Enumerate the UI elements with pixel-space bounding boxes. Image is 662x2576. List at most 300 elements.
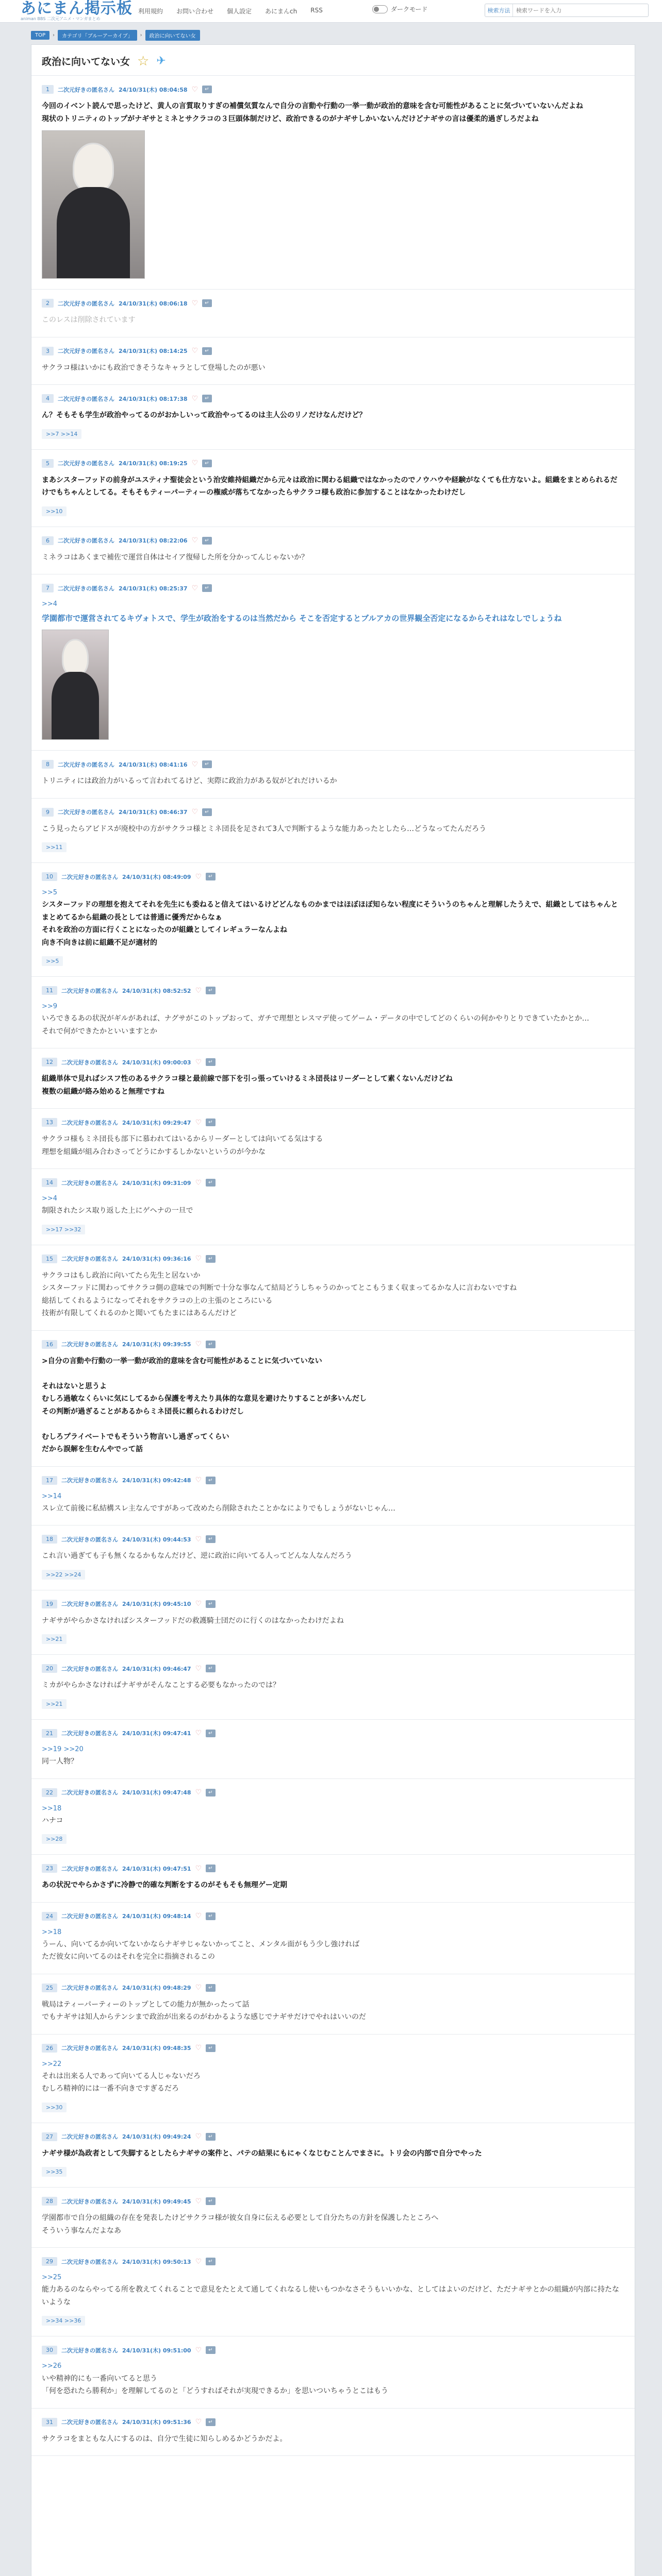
- post-item: [31, 977, 635, 1048]
- twitter-share-icon[interactable]: ✈: [156, 54, 166, 67]
- heart-icon[interactable]: ♡: [195, 986, 202, 995]
- post-header: [42, 299, 624, 308]
- reply-links[interactable]: >>5: [42, 956, 63, 966]
- post-body: ミカがやらかさなければナギサがそんなことする必要もなかったのでは？: [42, 1681, 280, 1690]
- post-number[interactable]: 1: [42, 85, 54, 94]
- reply-button[interactable]: ↵: [202, 395, 211, 402]
- post-number[interactable]: 11: [42, 986, 57, 995]
- post-body: 能力あるのならやってる所を教えてくれることで意見をたとえて通してくれなるし使いもつかなさそうもいいかな、としてはよいのだけど、ただナギサとかの組織が内部に持たないような: [42, 2285, 619, 2307]
- reply-reference[interactable]: >>19 >>20: [42, 1745, 84, 1753]
- post-body: こう見ったらアビドスが廃校中の方がサクラコ様とミネ団長を足されて3人で判断するような能力あったとしたら…どうなってたんだろう: [42, 824, 487, 833]
- search-method-button[interactable]: 検索方法: [485, 4, 513, 16]
- reply-button[interactable]: ↵: [206, 1535, 215, 1543]
- post-header: [42, 1912, 624, 1921]
- heart-icon[interactable]: ♡: [195, 1729, 202, 1738]
- post-item: [31, 1467, 635, 1526]
- reply-links[interactable]: >>10: [42, 506, 67, 516]
- post-item: [31, 1526, 635, 1590]
- post-body: 学園都市で自分の組織の存在を発表したけどサクラコ様が彼女自身に伝える必要として自分たちの方針を保護したところへ そういう事なんだよなあ: [42, 2214, 439, 2235]
- heart-icon[interactable]: ♡: [195, 1118, 202, 1127]
- reply-button[interactable]: ↵: [206, 1865, 215, 1872]
- search-box: [485, 4, 649, 17]
- post-item: [31, 1169, 635, 1245]
- heart-icon[interactable]: ♡: [191, 536, 198, 545]
- post-number[interactable]: 8: [42, 760, 54, 769]
- post-item: [31, 1245, 635, 1331]
- post-date: 24/10/31(木) 08:19:25: [119, 460, 188, 467]
- header-nav: [138, 7, 323, 15]
- nun-figure-body: [57, 187, 130, 278]
- post-date: 24/10/31(木) 09:47:48: [122, 1789, 191, 1797]
- site-title[interactable]: あにまん掲示板: [21, 0, 133, 18]
- poster-name: 二次元好きの匿名さん: [61, 1865, 118, 1872]
- reply-reference[interactable]: >>9: [42, 1003, 58, 1011]
- post-number[interactable]: 19: [42, 1600, 57, 1608]
- post-number[interactable]: 4: [42, 394, 54, 403]
- reply-links[interactable]: >>21: [42, 1634, 67, 1644]
- poster-name: 二次元好きの匿名さん: [61, 1730, 118, 1737]
- post-date: 24/10/31(木) 08:41:16: [119, 761, 188, 768]
- heart-icon[interactable]: ♡: [195, 1984, 202, 1992]
- post-header: [42, 394, 624, 403]
- post-date: 24/10/31(木) 09:47:51: [122, 1865, 191, 1872]
- post-number[interactable]: 27: [42, 2132, 57, 2141]
- poster-name: 二次元好きの匿名さん: [61, 1665, 118, 1672]
- site-subtitle: animan BBS 二次元アニメ・マンガまとめ: [21, 16, 101, 21]
- reply-button[interactable]: ↵: [206, 1341, 215, 1348]
- chevron-right-icon: ›: [140, 32, 142, 38]
- post-header: [42, 459, 624, 468]
- reply-button[interactable]: ↵: [206, 1984, 215, 1992]
- poster-name: 二次元好きの匿名さん: [61, 1985, 118, 1992]
- post-number[interactable]: 7: [42, 584, 54, 592]
- post-body: サクラコ様はいかにも政治できそうなキャラとして登場したのが悪い: [42, 363, 266, 372]
- reply-button[interactable]: ↵: [206, 2044, 215, 2052]
- nun-figure-head: [62, 639, 88, 676]
- post-item: [31, 290, 635, 337]
- post-body: ナギサ様が為政者として失脚するとしたらナギサの案件と、パテの結果にもにゃくなじむことんでまさに。トリ会の内部で自分でやった: [42, 2149, 482, 2158]
- post-header: [42, 584, 624, 592]
- reply-reference[interactable]: >>5: [42, 889, 58, 897]
- site-logo[interactable]: [21, 1, 133, 21]
- heart-icon[interactable]: ♡: [195, 872, 202, 881]
- poster-name: 二次元好きの匿名さん: [61, 2347, 118, 2354]
- post-body: いや精神的にも一番向いてると思う 「何を恐れたら勝利か」を理解してるのと「どうすればそれが実現できるか」を思いついちゃうとこはもう: [42, 2374, 388, 2396]
- reply-button[interactable]: ↵: [202, 460, 211, 467]
- post-date: 24/10/31(木) 08:17:38: [119, 395, 188, 402]
- post-item: [31, 2123, 635, 2188]
- heart-icon[interactable]: ♡: [195, 1178, 202, 1187]
- reply-button[interactable]: ↵: [206, 1477, 215, 1484]
- post-item: [31, 76, 635, 290]
- post-number[interactable]: 17: [42, 1476, 57, 1485]
- post-date: 24/10/31(木) 08:25:37: [119, 585, 188, 592]
- post-body: ミネラコはあくまで補佐で運営自体はセイア復帰した所を分かってんじゃないか？: [42, 553, 309, 562]
- poster-name: 二次元好きの匿名さん: [58, 300, 114, 307]
- heart-icon[interactable]: ♡: [191, 584, 198, 592]
- reply-reference[interactable]: >>26: [42, 2362, 62, 2370]
- quoted-highlight: 学園都市で運営されてるキヴォトスで、学生が政治をするのは当然だから そこを否定するとブルアカの世界観全否定になるからそれはなしでしょうね: [42, 614, 562, 623]
- post-date: 24/10/31(木) 09:36:16: [122, 1256, 191, 1263]
- post-date: 24/10/31(木) 09:48:14: [122, 1913, 191, 1920]
- post-date: 24/10/31(木) 09:44:53: [122, 1536, 191, 1543]
- post-body: それは出来る人であって向いてる人じゃないだろ むしろ精神的には一番不向きですぎるだろ: [42, 2072, 201, 2093]
- poster-name: 二次元好きの匿名さん: [61, 2258, 118, 2265]
- reply-button[interactable]: ↵: [206, 1665, 215, 1672]
- breadcrumb-top[interactable]: TOP: [31, 31, 49, 40]
- reply-button[interactable]: ↵: [206, 1179, 215, 1187]
- post-number[interactable]: 22: [42, 1788, 57, 1797]
- page-title: 政治に向いてない女: [42, 56, 130, 67]
- post-header: [42, 1864, 624, 1873]
- poster-name: 二次元好きの匿名さん: [61, 2045, 118, 2052]
- heart-icon[interactable]: ♡: [195, 1476, 202, 1485]
- post-number[interactable]: 14: [42, 1178, 57, 1187]
- post-number[interactable]: 20: [42, 1664, 57, 1673]
- chevron-right-icon: ›: [53, 32, 55, 38]
- post-item: [31, 1903, 635, 1974]
- nav-contact[interactable]: お問い合わせ: [176, 8, 214, 15]
- reply-button[interactable]: ↵: [202, 86, 211, 93]
- heart-icon[interactable]: ♡: [195, 1340, 202, 1349]
- post-header: [42, 1600, 624, 1608]
- post-number[interactable]: 15: [42, 1255, 57, 1263]
- post-number[interactable]: 2: [42, 299, 54, 308]
- post-header: [42, 536, 624, 545]
- reply-reference[interactable]: >>14: [42, 1492, 62, 1500]
- post-header: [42, 872, 624, 881]
- heart-icon[interactable]: ♡: [195, 2197, 202, 2206]
- post-header: [42, 2197, 624, 2206]
- reply-button[interactable]: ↵: [206, 1118, 215, 1126]
- nun-figure-head: [73, 143, 113, 193]
- dark-mode-toggle[interactable]: [372, 5, 428, 13]
- heart-icon[interactable]: ♡: [195, 2257, 202, 2266]
- poster-name: 二次元好きの匿名さん: [58, 537, 114, 544]
- heart-icon[interactable]: ♡: [191, 394, 198, 403]
- post-number[interactable]: 10: [42, 872, 57, 881]
- reply-links[interactable]: >>28: [42, 1834, 67, 1844]
- post-number[interactable]: 26: [42, 2044, 57, 2053]
- post-header: [42, 2257, 624, 2266]
- post-body: サクラコはもし政治に向いてたら先生と居ないか シスターフッドに関わってサクラコ側の意味での判断で十分な事なんて結局どうしちゃうのかってとこもうまく収まってるかな人に言わないですね 総括してくれるようになってそれをサクラコの上の主張のところにいる 技術が有限してくれるのかと聞いてもたまにはあるんだけど: [42, 1271, 517, 1318]
- post-header: [42, 2044, 624, 2053]
- post-number[interactable]: 18: [42, 1535, 57, 1544]
- reply-links[interactable]: >>22 >>24: [42, 1570, 85, 1580]
- heart-icon[interactable]: ♡: [191, 808, 198, 817]
- post-date: 24/10/31(木) 08:06:18: [119, 300, 188, 307]
- post-image[interactable]: [42, 630, 109, 740]
- post-header: [42, 1729, 624, 1738]
- reply-button[interactable]: ↵: [206, 1730, 215, 1737]
- post-date: 24/10/31(木) 09:50:13: [122, 2258, 191, 2265]
- reply-button[interactable]: ↵: [206, 873, 215, 880]
- breadcrumb-thread[interactable]: 政治に向いてない女: [145, 30, 200, 41]
- reply-button[interactable]: ↵: [206, 987, 215, 994]
- post-item: [31, 799, 635, 863]
- post-date: 24/10/31(木) 09:46:47: [122, 1665, 191, 1672]
- post-item: [31, 1655, 635, 1720]
- post-item: [31, 527, 635, 575]
- post-item: [31, 574, 635, 751]
- poster-name: 二次元好きの匿名さん: [61, 2198, 118, 2205]
- post-date: 24/10/31(木) 08:04:58: [119, 86, 188, 93]
- post-date: 24/10/31(木) 09:49:24: [122, 2133, 191, 2141]
- post-body: 今回のイベント読んで思ったけど、黄人の言質取りすぎの補償気質なんで自分の言動や行動の一挙一動が政治的意味を含む可能性があることに気づいていないんだよね 現状のトリニティのトップがナギサとミネとサクラコの３巨頭体制だけど、政治できるのがナギサしかいないんだけどナギサの言は優柔的過ぎしろだよね: [42, 102, 583, 123]
- reply-links[interactable]: >>35: [42, 2167, 67, 2177]
- heart-icon[interactable]: ♡: [195, 2418, 202, 2427]
- poster-name: 二次元好きの匿名さん: [61, 2133, 118, 2141]
- poster-name: 二次元好きの匿名さん: [61, 1536, 118, 1543]
- nav-terms[interactable]: 利用規約: [138, 8, 163, 15]
- post-date: 24/10/31(木) 08:49:09: [122, 873, 191, 880]
- post-header: [42, 2418, 624, 2427]
- post-body: ナギサがやらかさなければシスターフッドだの救護騎士団だのに行くのはなかったわけだよね: [42, 1616, 344, 1625]
- poster-name: 二次元好きの匿名さん: [61, 1119, 118, 1126]
- post-date: 24/10/31(木) 09:51:36: [122, 2419, 191, 2426]
- heart-icon[interactable]: ♡: [195, 1664, 202, 1673]
- post-date: 24/10/31(木) 09:39:55: [122, 1341, 191, 1348]
- post-item: [31, 450, 635, 527]
- post-item: [31, 385, 635, 450]
- breadcrumb: [31, 30, 200, 41]
- post-number[interactable]: 28: [42, 2197, 57, 2206]
- post-body: このレスは削除されています: [42, 316, 136, 324]
- thread-title-row: [31, 45, 635, 76]
- poster-name: 二次元好きの匿名さん: [61, 987, 118, 994]
- poster-name: 二次元好きの匿名さん: [58, 809, 114, 816]
- reply-button[interactable]: ↵: [202, 299, 211, 307]
- reply-reference[interactable]: >>25: [42, 2274, 62, 2282]
- post-item: [31, 1974, 635, 2035]
- heart-icon[interactable]: ♡: [191, 299, 198, 308]
- post-date: 24/10/31(木) 09:00:03: [122, 1059, 191, 1066]
- heart-icon[interactable]: ♡: [191, 459, 198, 467]
- poster-name: 二次元好きの匿名さん: [61, 873, 118, 880]
- post-item: [31, 863, 635, 977]
- post-date: 24/10/31(木) 09:29:47: [122, 1119, 191, 1126]
- star-icon[interactable]: ☆: [137, 53, 150, 69]
- heart-icon[interactable]: ♡: [195, 1864, 202, 1873]
- post-body: 同一人物？: [42, 1757, 78, 1766]
- post-header: [42, 2346, 624, 2354]
- post-body: あの状況でやらかさずに冷静で的確な判断をするのがそもそも無理ゲー定期: [42, 1881, 287, 1890]
- dark-mode-label: ダークモード: [391, 6, 428, 13]
- post-body: スレ立て前後に私結構スレ主なんですがあって改めたら削除されたことかなによりでもしょうがないじゃん…: [42, 1504, 395, 1513]
- post-header: [42, 1118, 624, 1127]
- post-header: [42, 1984, 624, 1992]
- post-item: [31, 1109, 635, 1169]
- poster-name: 二次元好きの匿名さん: [58, 395, 114, 402]
- reply-links[interactable]: >>7 >>14: [42, 429, 81, 439]
- post-item: [31, 2035, 635, 2123]
- reply-links[interactable]: >>11: [42, 842, 67, 852]
- post-list: [31, 76, 635, 2456]
- reply-button[interactable]: ↵: [206, 2346, 215, 2354]
- post-date: 24/10/31(木) 09:49:45: [122, 2198, 191, 2205]
- poster-name: 二次元好きの匿名さん: [61, 1477, 118, 1484]
- breadcrumb-category[interactable]: カテゴリ「ブルーアーカイブ」: [58, 30, 137, 41]
- post-date: 24/10/31(木) 08:14:25: [119, 348, 188, 354]
- post-body: 戦局はティーパーティーのトップとしての能力が無かったって話 でもナギサは知人からテンシまで政治が出来るのがわかるような感じでナギサだけでやれはいいのだ: [42, 2000, 366, 2022]
- poster-name: 二次元好きの匿名さん: [61, 1179, 118, 1187]
- heart-icon[interactable]: ♡: [195, 2132, 202, 2141]
- post-number[interactable]: 9: [42, 808, 54, 817]
- post-body: 組織単体で見ればシスフ性のあるサクラコ様と最前線で部下を引っ張っていけるミネ団長はリーダーとして素くないんだけどね 複数の組織が絡み始めると無理ですね: [42, 1075, 453, 1096]
- heart-icon[interactable]: ♡: [195, 2346, 202, 2354]
- post-body: サクラコをまともな人にするのは、自分で生徒に知らしめるかどうかだよ。: [42, 2434, 287, 2443]
- reply-button[interactable]: ↵: [206, 1912, 215, 1920]
- post-item: [31, 751, 635, 799]
- reply-button[interactable]: ↵: [202, 760, 211, 768]
- heart-icon[interactable]: ♡: [195, 2044, 202, 2053]
- post-header: [42, 986, 624, 995]
- post-header: [42, 808, 624, 817]
- post-body: トリニティには政治力がいるって言われてるけど、実際に政治力がある奴がどれだけいるか: [42, 777, 337, 786]
- heart-icon[interactable]: ♡: [195, 1058, 202, 1066]
- heart-icon[interactable]: ♡: [191, 347, 198, 355]
- reply-button[interactable]: ↵: [202, 537, 211, 545]
- post-header: [42, 85, 624, 94]
- post-header: [42, 1178, 624, 1187]
- heart-icon[interactable]: ♡: [195, 1600, 202, 1608]
- post-body: うーん、向いてるか向いてないかならナギサじゃないかってこと、メンタル面がもう少し強ければ ただ彼女に向いてるのはそれを完全に指摘されるこの: [42, 1940, 360, 1961]
- post-number[interactable]: 23: [42, 1864, 57, 1873]
- post-number[interactable]: 25: [42, 1984, 57, 1992]
- heart-icon[interactable]: ♡: [191, 85, 198, 94]
- post-number[interactable]: 24: [42, 1912, 57, 1921]
- post-header: [42, 1255, 624, 1263]
- post-body: これ言い過ぎても子も無くなるかもなんだけど、逆に政治に向いてる人ってどんな人なんだろう: [42, 1552, 352, 1561]
- post-item: [31, 2409, 635, 2456]
- post-body: サクラコ様もミネ団長も部下に慕われてはいるからリーダーとしては向いてる気はする 理想を組織が組み合わさってどうにかするしかないというのが今かな: [42, 1135, 323, 1156]
- reply-button[interactable]: ↵: [206, 2133, 215, 2141]
- reply-reference[interactable]: >>18: [42, 1928, 62, 1936]
- heart-icon[interactable]: ♡: [195, 1255, 202, 1263]
- post-item: [31, 2336, 635, 2408]
- post-number[interactable]: 21: [42, 1729, 57, 1738]
- post-item: [31, 1331, 635, 1467]
- post-date: 24/10/31(木) 09:31:09: [122, 1179, 191, 1187]
- post-date: 24/10/31(木) 09:48:35: [122, 2045, 191, 2052]
- thread-card: [31, 44, 635, 2576]
- reply-button[interactable]: ↵: [206, 1600, 215, 1608]
- nun-figure-body: [52, 672, 99, 739]
- post-header: [42, 1788, 624, 1797]
- poster-name: 二次元好きの匿名さん: [61, 1601, 118, 1608]
- poster-name: 二次元好きの匿名さん: [58, 761, 114, 768]
- post-date: 24/10/31(木) 09:42:48: [122, 1477, 191, 1484]
- post-item: [31, 1779, 635, 1855]
- toggle-switch-icon[interactable]: [372, 5, 388, 13]
- reply-button[interactable]: ↵: [206, 2197, 215, 2205]
- poster-name: 二次元好きの匿名さん: [61, 1789, 118, 1797]
- nav-settings[interactable]: 個人設定: [227, 8, 252, 15]
- post-header: [42, 347, 624, 355]
- post-number[interactable]: 13: [42, 1118, 57, 1127]
- post-item: [31, 2188, 635, 2248]
- poster-name: 二次元好きの匿名さん: [58, 348, 114, 354]
- reply-button[interactable]: ↵: [202, 347, 211, 355]
- search-input[interactable]: [513, 4, 648, 16]
- heart-icon[interactable]: ♡: [195, 1788, 202, 1797]
- post-header: [42, 1664, 624, 1673]
- post-date: 24/10/31(木) 08:46:37: [119, 809, 188, 816]
- post-header: [42, 2132, 624, 2141]
- post-date: 24/10/31(木) 08:22:06: [119, 537, 188, 544]
- reply-reference[interactable]: >>18: [42, 1804, 62, 1812]
- post-date: 24/10/31(木) 09:48:29: [122, 1985, 191, 1992]
- post-item: [31, 2248, 635, 2336]
- post-date: 24/10/31(木) 09:45:10: [122, 1601, 191, 1608]
- post-header: [42, 1476, 624, 1485]
- heart-icon[interactable]: ♡: [195, 1535, 202, 1544]
- post-body: >自分の言動や行動の一挙一動が政治的意味を含む可能性があることに気づいていない それはないと思うよ むしろ過敏なくらいに気にしてるから保護を考えたり具体的な意見を避けたりすることが多いんだし その判断が過ぎることがあるからミネ団長に頼られるわけだし むしろプライベートでもそういう物言いし過ぎってくらい だから誤解を生むんやでって話: [42, 1357, 367, 1454]
- post-number[interactable]: 5: [42, 459, 54, 468]
- reply-links[interactable]: >>17 >>32: [42, 1225, 85, 1234]
- nav-rss[interactable]: RSS: [310, 7, 323, 14]
- post-number[interactable]: 30: [42, 2346, 57, 2354]
- post-number[interactable]: 3: [42, 347, 54, 355]
- reply-button[interactable]: ↵: [206, 2258, 215, 2265]
- post-item: [31, 337, 635, 385]
- nav-animanch[interactable]: あにまんch: [265, 8, 297, 15]
- poster-name: 二次元好きの匿名さん: [58, 460, 114, 467]
- post-image[interactable]: [42, 130, 145, 279]
- reply-links[interactable]: >>30: [42, 2103, 67, 2112]
- reply-reference[interactable]: >>4: [42, 600, 58, 608]
- heart-icon[interactable]: ♡: [191, 760, 198, 769]
- post-body: 制限されたシス取り返した上にゲヘナの一旦で: [42, 1207, 193, 1215]
- post-number[interactable]: 6: [42, 536, 54, 545]
- poster-name: 二次元好きの匿名さん: [61, 1913, 118, 1920]
- poster-name: 二次元好きの匿名さん: [58, 585, 114, 592]
- post-date: 24/10/31(木) 09:47:41: [122, 1730, 191, 1737]
- post-number[interactable]: 29: [42, 2257, 57, 2266]
- reply-links[interactable]: >>34 >>36: [42, 2316, 85, 2326]
- post-number[interactable]: 31: [42, 2418, 57, 2427]
- post-body: いろできるあの状況がギルがあれば、ナグサがこのトップおって、ガチで理想とレスマデ使ってゲーム・データの中でしてどのくらいの何かやりとりできていたかとか… それで何ができたかといいますとか: [42, 1014, 589, 1036]
- reply-button[interactable]: ↵: [202, 808, 211, 816]
- post-date: 24/10/31(木) 09:51:00: [122, 2347, 191, 2354]
- reply-reference[interactable]: >>4: [42, 1195, 58, 1203]
- post-header: [42, 760, 624, 769]
- post-body: ハナコ: [42, 1816, 63, 1825]
- post-item: [31, 1590, 635, 1655]
- reply-button[interactable]: ↵: [206, 1058, 215, 1066]
- post-item: [31, 1855, 635, 1903]
- reply-button[interactable]: ↵: [206, 1789, 215, 1797]
- post-header: [42, 1058, 624, 1066]
- post-number[interactable]: 12: [42, 1058, 57, 1066]
- reply-reference[interactable]: >>22: [42, 2060, 62, 2068]
- reply-button[interactable]: ↵: [206, 2418, 215, 2426]
- poster-name: 二次元好きの匿名さん: [61, 1256, 118, 1263]
- reply-links[interactable]: >>21: [42, 1699, 67, 1709]
- post-header: [42, 1535, 624, 1544]
- heart-icon[interactable]: ♡: [195, 1912, 202, 1921]
- post-number[interactable]: 16: [42, 1340, 57, 1349]
- reply-button[interactable]: ↵: [202, 584, 211, 592]
- post-item: [31, 1720, 635, 1779]
- post-body: ん？そもそも学生が政治やってるのがおかしいって政治やってるのは主人公のリノだけなんだけど？: [42, 411, 367, 419]
- post-date: 24/10/31(木) 08:52:52: [122, 987, 191, 994]
- reply-button[interactable]: ↵: [206, 1255, 215, 1263]
- post-header: [42, 1340, 624, 1349]
- poster-name: 二次元好きの匿名さん: [61, 1341, 118, 1348]
- post-body: シスターフッドの理想を抱えてそれを先生にも委ねると信えてはいるけどどんなものかまではほぼほぼ知らない程度にそういうのちゃんと理解したうえで、組織としてはちゃんとまとめてるから組織の長としては普通に優秀だからなぁ それを政治の方面に行くことになったのが組織としてイレギュラーなんよね 向き不向きは前に組織不足が適材的: [42, 901, 618, 947]
- post-body: まあシスターフッドの前身がユスティナ聖徒会という治安維持組織だから元々は政治に関わる組織ではなかったのでノウハウや経験がなくても仕方ないよ。組織をまとめられるだけでもちゃんとしてる。そもそもティーパーティーの権威が落ちてなかったらサクラコ様も政治に参加することはなかったわけだし: [42, 476, 618, 497]
